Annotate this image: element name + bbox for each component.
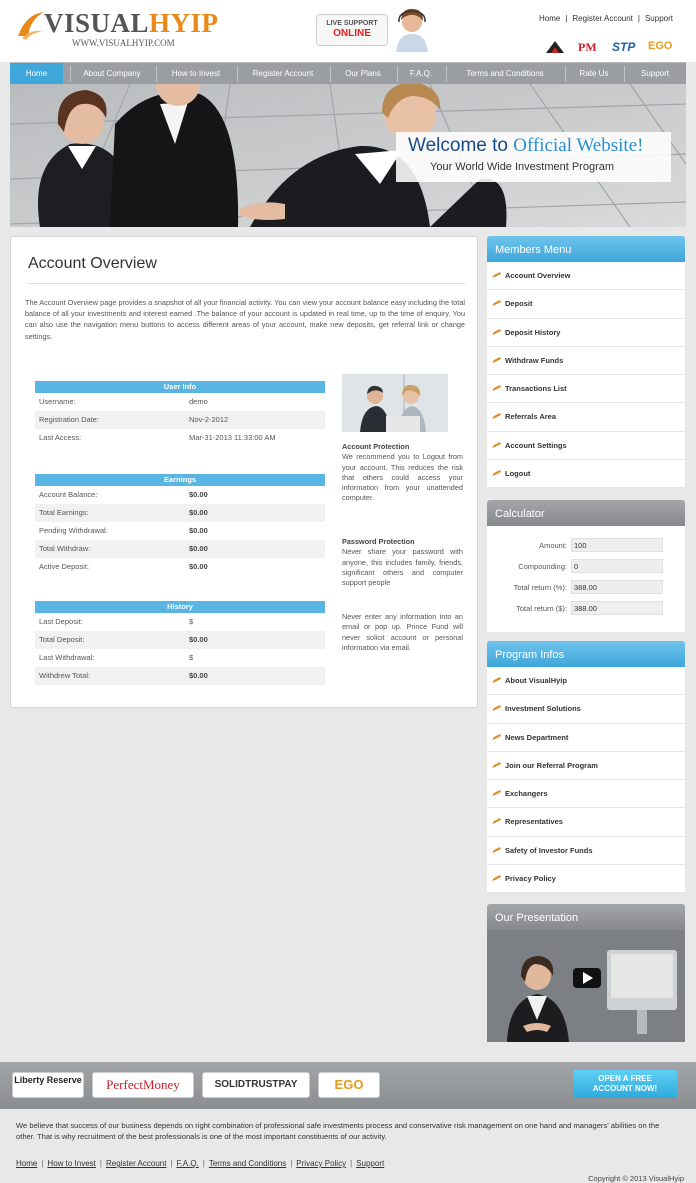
password-protection-title: Password Protection (342, 537, 415, 546)
total-return-pct-field[interactable] (571, 580, 663, 594)
menu-item-label: Deposit History (505, 327, 561, 337)
row-label: Last Access: (39, 433, 82, 442)
open-account-line2: ACCOUNT NOW! (592, 1084, 658, 1093)
menu-item-transactions-list[interactable] (487, 375, 685, 403)
footer-link-register[interactable]: Register Account (105, 1159, 167, 1168)
live-support-status: ONLINE (333, 28, 371, 39)
calculator-body (487, 526, 685, 632)
menu-item-account-settings[interactable] (487, 432, 685, 460)
info-item-label: Privacy Policy (505, 874, 556, 884)
row-value: $0.00 (189, 526, 208, 535)
info-item-investment-solutions[interactable] (487, 695, 685, 723)
row-value: $0.00 (189, 508, 208, 517)
members-menu (487, 236, 685, 488)
row-value: Nov-2-2012 (189, 415, 229, 424)
table-row (35, 411, 325, 429)
table-row (35, 522, 325, 540)
table-row (35, 540, 325, 558)
email-warning-block (342, 612, 463, 653)
pencil-icon (492, 677, 501, 683)
account-protection-text: We recommend you to Logout from your account. This reduces the risk that others could access your information from your unattended computer. (342, 452, 463, 503)
pencil-icon (492, 847, 501, 853)
calc-row-total-usd (487, 601, 685, 615)
pencil-icon (492, 385, 501, 391)
info-item-referral-program[interactable] (487, 752, 685, 780)
nav-how-to-invest[interactable]: How to Invest (171, 69, 221, 78)
nav-terms[interactable]: Terms and Conditions (466, 69, 544, 78)
welcome-box (396, 132, 671, 182)
welcome-subtitle: Your World Wide Investment Program (430, 161, 615, 173)
footer-links: Home | How to Invest | Register Account | F.A.Q. | Terms and Conditions | Privacy Policy | Support (16, 1159, 385, 1168)
pm-logo: PM (578, 40, 597, 54)
row-label: Withdrew Total: (39, 671, 91, 680)
calc-row-compounding (487, 559, 685, 573)
earnings-table (35, 474, 325, 576)
footer-link-privacy[interactable]: Privacy Policy (296, 1159, 347, 1168)
table-header: User Info (35, 381, 325, 393)
row-value: $0.00 (189, 490, 208, 499)
members-menu-title: Members Menu (487, 236, 685, 262)
open-account-button[interactable] (573, 1070, 677, 1098)
row-label: Username: (39, 397, 76, 406)
calc-row-total-pct (487, 580, 685, 594)
menu-item-label: Deposit (505, 299, 533, 309)
footer-link-support[interactable]: Support (356, 1159, 385, 1168)
live-support-button[interactable] (316, 14, 388, 46)
footer-text: We believe that success of our business depends on right combination of professional safe investments process and conservative risk management on one hand and managers' abilities on the other. That is why recruitment of the best professionals is one of the most important constituents of our activity. (16, 1121, 660, 1141)
table-row (35, 486, 325, 504)
info-item-about[interactable] (487, 667, 685, 695)
nav-register-account[interactable]: Register Account (252, 69, 314, 78)
menu-item-withdraw-funds[interactable] (487, 347, 685, 375)
info-item-exchangers[interactable] (487, 780, 685, 808)
logo-main: VISUAL (44, 8, 150, 38)
footer-link-how-to-invest[interactable]: How to Invest (47, 1159, 96, 1168)
site-logo[interactable] (44, 8, 219, 39)
liberty-reserve-icon (546, 41, 564, 53)
email-warning-text: Never enter any information into an email or pop up. Prince Fund will never solicit account or personal information via email. (342, 612, 463, 652)
calc-label: Compounding: (518, 562, 567, 571)
table-row (35, 429, 325, 447)
menu-item-label: Referrals Area (505, 412, 557, 422)
info-item-label: Investment Solutions (505, 704, 581, 714)
pencil-icon (492, 329, 501, 335)
pencil-icon (492, 272, 501, 278)
table-row (35, 393, 325, 411)
pencil-icon (492, 762, 501, 768)
row-label: Total Deposit: (39, 635, 85, 644)
menu-item-referrals-area[interactable] (487, 403, 685, 431)
amount-input[interactable] (571, 538, 663, 552)
menu-item-label: Account Settings (505, 440, 567, 450)
table-header: Earnings (35, 474, 325, 486)
pencil-icon (492, 413, 501, 419)
info-item-label: Join our Referral Program (505, 760, 598, 770)
top-link-register[interactable]: Register Account (572, 14, 633, 23)
info-item-label: Exchangers (505, 789, 548, 799)
history-table (35, 601, 325, 685)
calc-label: Total return ($): (516, 604, 567, 613)
row-value: $0.00 (189, 635, 208, 644)
table-row (35, 667, 325, 685)
row-value: $ (189, 653, 194, 662)
ego-logo: EGO (648, 40, 673, 52)
program-infos-title: Program Infos (487, 641, 685, 667)
calc-row-amount (487, 538, 685, 552)
info-item-news[interactable] (487, 724, 685, 752)
menu-item-deposit-history[interactable] (487, 319, 685, 347)
account-protection-title: Account Protection (342, 442, 410, 451)
logo-accent: HYIP (149, 8, 219, 38)
info-item-safety[interactable] (487, 837, 685, 865)
welcome-to: Welcome to (408, 135, 508, 156)
open-account-line1: OPEN A FREE (598, 1074, 652, 1083)
main-nav (10, 62, 686, 84)
pencil-icon (492, 818, 501, 824)
info-item-representatives[interactable] (487, 808, 685, 836)
support-agent-avatar (392, 6, 432, 52)
password-protection-text: Never share your password with anyone, this includes family, friends, significant others and computer support people (342, 547, 463, 588)
menu-item-label: Transactions List (505, 384, 567, 394)
footer-link-terms[interactable]: Terms and Conditions (208, 1159, 287, 1168)
info-item-label: About VisualHyip (505, 676, 567, 685)
pencil-icon (492, 705, 501, 711)
row-label: Account Balance: (39, 490, 98, 499)
calc-label: Total return (%): (513, 583, 567, 592)
stp-logo: STP (612, 40, 636, 54)
table-row (35, 613, 325, 631)
password-protection-block (342, 537, 463, 588)
page-title: Account Overview (28, 255, 157, 272)
menu-item-logout[interactable] (487, 460, 685, 488)
pencil-icon (492, 300, 501, 306)
menu-item-account-overview[interactable] (487, 262, 685, 290)
row-label: Active Deposit: (39, 562, 90, 571)
table-row (35, 504, 325, 522)
welcome-heading (408, 135, 643, 157)
nav-rate-us[interactable]: Rate Us (579, 69, 609, 78)
program-infos-menu (487, 641, 685, 893)
row-label: Last Deposit: (39, 617, 83, 626)
account-overview-panel (10, 236, 478, 708)
footer-link-home[interactable]: Home (16, 1159, 38, 1168)
info-item-label: News Department (505, 732, 569, 742)
row-label: Total Earnings: (39, 508, 89, 517)
nav-about-company[interactable]: About Company (83, 69, 141, 78)
row-label: Total Withdraw: (39, 544, 91, 553)
payment-logos (546, 40, 686, 54)
table-row (35, 558, 325, 576)
top-links: Home | Register Account | Support (538, 14, 673, 23)
liberty-reserve-logo[interactable]: Liberty Reserve (12, 1072, 84, 1098)
business-photo (342, 374, 448, 432)
menu-item-label: Logout (505, 469, 531, 479)
table-header: History (35, 601, 325, 613)
account-protection-block (342, 442, 463, 504)
calc-label: Amount: (539, 541, 567, 550)
user-info-table (35, 381, 325, 447)
top-link-support[interactable]: Support (644, 14, 673, 23)
table-row (35, 631, 325, 649)
nav-home[interactable]: Home (10, 63, 63, 85)
row-value: $ (189, 617, 194, 626)
pencil-icon (492, 790, 501, 796)
pencil-icon (492, 734, 501, 740)
intro-text: The Account Overview page provides a snapshot of all your financial activity. You can view your account balance easy including the total balance of all your investments and interest earned .The balance of your account is updated in real time, up to the time of enquiry. You can also use the navigation menu buttons to access different areas of your account, make new deposits, get referral link or change settings. (25, 298, 465, 341)
menu-item-label: Withdraw Funds (505, 355, 564, 365)
copyright: Copyright © 2013 VisualHyip (588, 1174, 684, 1183)
menu-item-label: Account Overview (505, 271, 571, 280)
footer-link-faq[interactable]: F.A.Q. (176, 1159, 199, 1168)
row-value: demo (189, 397, 208, 406)
presentation-video[interactable] (487, 930, 685, 1042)
row-label: Registration Date: (39, 415, 100, 424)
row-label: Pending Withdrawal: (39, 526, 108, 535)
compounding-input[interactable] (571, 559, 663, 573)
perfect-money-logo[interactable]: PerfectMoney (92, 1072, 194, 1098)
official-website: Official Website! (513, 135, 644, 156)
row-value: $0.00 (189, 562, 208, 571)
nav-support[interactable]: Support (640, 69, 670, 78)
divider (28, 283, 465, 284)
live-support-label: LIVE SUPPORT (326, 20, 378, 27)
info-item-label: Representatives (505, 817, 563, 827)
presentation-panel (487, 904, 685, 1042)
pencil-icon (492, 442, 501, 448)
row-value: $0.00 (189, 544, 208, 553)
pencil-icon (492, 875, 501, 881)
row-label: Last Withdrawal: (39, 653, 95, 662)
presentation-title: Our Presentation (487, 904, 685, 930)
info-item-privacy-policy[interactable] (487, 865, 685, 893)
ego-logo[interactable]: EGO (318, 1072, 380, 1098)
info-item-label: Safety of Investor Funds (505, 845, 593, 855)
row-value: $0.00 (189, 671, 208, 680)
calculator-title: Calculator (487, 500, 685, 526)
row-value: Mar-31-2013 11:33:00 AM (189, 433, 276, 442)
solidtrustpay-logo[interactable]: SOLIDTRUSTPAY (202, 1072, 310, 1098)
table-row (35, 649, 325, 667)
calculator-panel (487, 500, 685, 632)
total-return-usd-field[interactable] (571, 601, 663, 615)
menu-item-deposit[interactable] (487, 290, 685, 318)
nav-faq[interactable]: F.A.Q. (409, 69, 433, 78)
nav-our-plans[interactable]: Our Plans (345, 69, 381, 78)
top-link-home[interactable]: Home (538, 14, 561, 23)
pencil-icon (492, 357, 501, 363)
logo-url: WWW.VISUALHYIP.COM (72, 38, 175, 48)
pencil-icon (492, 470, 501, 476)
